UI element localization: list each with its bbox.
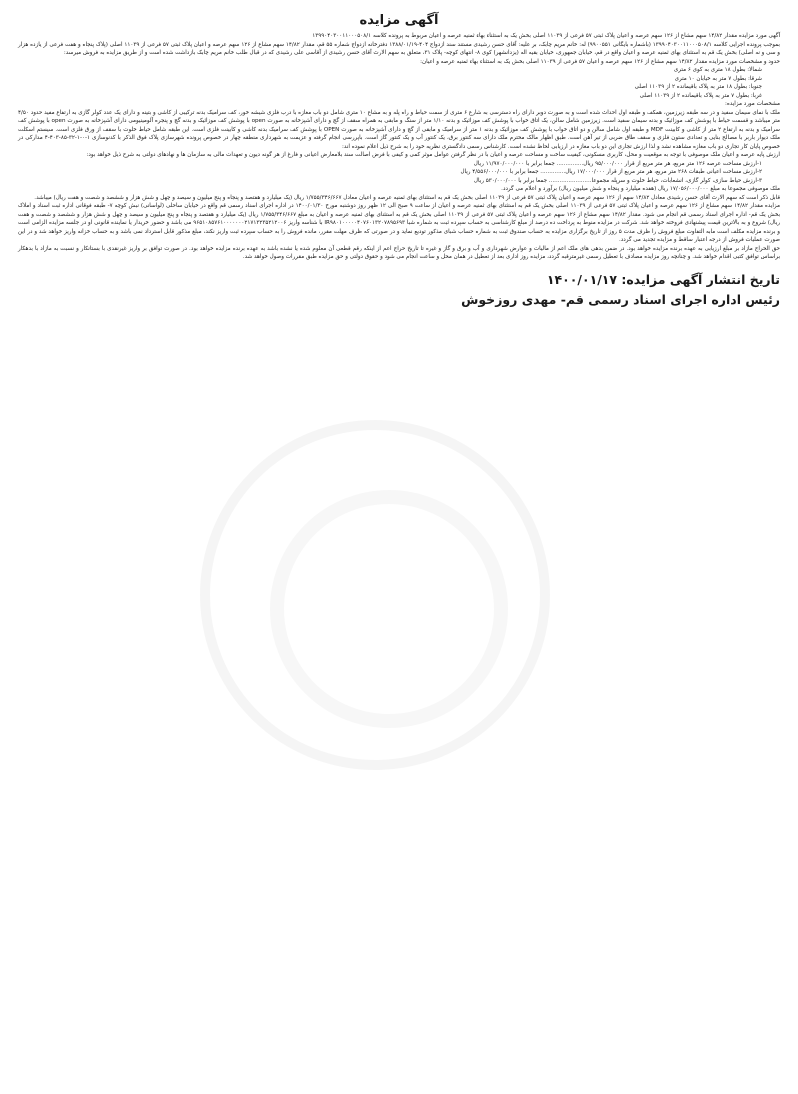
specs-heading: مشخصات مورد مزایده: — [725, 101, 780, 107]
bound-west: غربا: بطول ۷ متر به پلاک باقیمانده ۲ از ۱۱۰۳۹ اصلی — [639, 92, 762, 99]
auction-paragraph: مزایده مقدار ۱۴/۸۲ سهم مشاع از ۱۲۶ سهم عرصه و اعیان پلاک ثبتی ۵۷ فرعی از ۱۱۰۳۹ اصلی بخش یک قم به استثنای بهای ثمنیه عرصه و اعیان از ساعت ۹ صبح الی ۱۲ ظهر روز دوشنبه مورخ ۱۴۰۰/۰۱/۳۰ در اداره اجرای اسناد رسمی قم واقع در خیابان ساحلی (لواسانی) نبش کوچه ۷- طبقه فوقانی اداره ثبت اسناد و املاک بخش یک قم- اداره اجرای اسناد رسمی قم انجام می شود. مقدار ۱۴/۸۲ سهم مشاع از ۱۲۶ سهم عرصه و اعیان پلاک ثبتی ۵۷ فرعی از ۱۱۰۳۹ اصلی بخش یک قم به استثنای بهای ثمنیه عرصه و اعیان به مبلغ ۱/۷۵۵/۳۴۶/۶۶۷ ریال (یک میلیارد و هفتصد و پنجاه و پنج میلیون و سیصد و چهل و شش هزار و ششصد و شصت و هفت ریال) شروع و به بالاترین قیمت پیشنهادی فروخته خواهد شد. شرکت در مزایده منوط به پرداخت ده درصد از مبلغ کارشناسی به حساب سپرده ثبت به شماره شبا IR۹۸۰۱۰۰۰۰۰۴۰۷۶۰۱۳۲۰۷۸۹۵۶۹۳ با شناسه واریز ۹۶۵۱۰۸۵۷۶۱۰۰۰۰۰۰۰۲۱۷۱۳۲۳۵۲۱۲۰۰۶ می باشد و حضور خریدار یا نماینده قانونی او در جلسه مزایده الزامی است و برنده مزایده مکلف است مابه التفاوت مبلغ فروش را ظرف مدت ۵ روز از تاریخ برگزاری مزایده به حساب صندوق ثبت به شماره حساب شبای مذکور تودیع نماید و در صورتی که ظرف مهلت مقرر، مانده فروش را به حساب سپرده ثبت واریز نکند، مبلغ مذکور قابل استرداد نمی باشد و به حساب خزانه واریز خواهد شد و در این صورت عملیات فروش از درجه اعتبار ساقط و مزایده تجدید می گردد. — [18, 203, 781, 243]
signatory: رئیس اداره اجرای اسناد رسمی قم- مهدی روزخوش — [461, 291, 780, 307]
valuation-item-extras: ۳-ارزش حیاط سازی، کولر گازی، انشعابات، حیاط خلوت و سرپله مجموعا........................ جمعا برابر با ۵۳۰/۰۰۰/۰۰۰ ریال — [473, 177, 762, 184]
bound-north: شمالا: بطول ۱۸ متری به کوی ۶ متری — [673, 67, 762, 73]
case-paragraph: بموجب پرونده اجرایی کلاسه ۱۳۹۹۰۴۰۳۰۰۱۱۰۰۰۵۰۸/۱ (باشماره بایگانی ۹۹۰۰۵۵۱) له: خانم مریم چابک، بر علیه: آقای حسن رشیدی مستند سند ازدواج ۴۰۴-۱۳۸۸/۰۱/۱۹ دفترخانه ازدواج شماره ۵۵ قم، مقدار ۱۴/۸۲ سهم مشاع از ۱۲۶ سهم عرصه و اعیان پلاک ثبتی ۵۷ فرعی از ۱۱۰۳۹ اصلی (پلاک پنجاه و هفت فرعی از یازده هزار و سی و نه اصلی) بخش یک قم به استثنای بهای ثمنیه عرصه و اعیان واقع در قم، خیابان جمهوری، خیابان بقیه اله (یزدانشهر) کوی ۸- انتهای کوچه- پلاک ۳۱، متعلق به سهم الارث آقای حسن رشیدی از آقاسی علی رشیدی که در قبال طلب خانم مریم چابک بازداشت شده است و از طریق مزایده به فروش میرسد: — [18, 41, 780, 56]
watermark-seal — [200, 420, 550, 770]
share-paragraph: قابل ذکر است که سهم الارث آقای حسن رشیدی معادل ۱۴/۸۲ سهم از ۱۲۶ سهم عرصه و اعیان پلاک ثبتی ۵۷ فرعی از ۱۱۰۳۹ اصلی بخش یک قم به استثنای بهای ثمنیه عرصه و اعیان معادل ۱/۷۵۵/۳۴۶/۶۶۷ ریال (یک میلیارد و هفتصد و پنجاه و پنج میلیون و سیصد و چهل و شش هزار و ششصد و شصت و هفت ریال) میباشد. — [34, 194, 780, 201]
bound-south: جنوبا: بطول ۱۸ متر به پلاک باقیمانده ۲ از ۱۱۰۳۹ اصلی — [634, 84, 762, 90]
bound-east: شرقا: بطول ۷ متر به خیابان ۱۰ متری — [674, 75, 762, 82]
publish-date: تاریخ انتشار آگهی مزایده: ۱۴۰۰/۰۱/۱۷ — [546, 271, 780, 287]
signature-block — [18, 270, 780, 310]
valuation-total: ملک موصوفی مجموعا به مبلغ ۱۷/۰۵۶/۰۰۰/۰۰۰ ریال (هفده میلیارد و پنجاه و شش میلیون ریال) برآورد و اعلام می گردد. — [501, 186, 780, 192]
terms-paragraph: حق الحراج مازاد بر مبلغ ارزیابی به عهده برنده مزایده خواهد بود. در ضمن بدهی های ملک اعم از مالیات و عوارض شهرداری و آب و برق و گاز و غیره تا تاریخ حراج اعم از اینکه رقم قطعی آن معلوم شده یا نشده باشد به عهده برنده مزایده خواهد بود. در صورت توافق بر واریز غیرنقدی با بستانکار و نسبت به مازاد با بدهکار براساس توافق کتبی اقدام خواهد شد. و چنانچه روز مزایده مصادف با تعطیل رسمی غیرمترقبه گردد، مزایده روز اداری بعد از تعطیل در همان محل و ساعت انجام می شود و حقوق دولتی و حق مزایده طبق مقررات وصول خواهد شد. — [18, 245, 780, 260]
bounds-intro: حدود و مشخصات مورد مزایده مقدار ۱۴/۸۲ سهم مشاع از ۱۲۶ سهم عرصه و اعیان ۵۷ فرعی از ۱۱۰۳۹ اصلی بخش یک به استثناء بهاء ثمنیه عرصه و اعیان: — [420, 58, 780, 65]
notice-title: آگهی مزایده — [359, 13, 439, 28]
specs-paragraph: ملک با نمای سیمان سفید و در سه طبقه زیرزمین، همکف و طبقه اول احداث شده است و به صورت دوبر دارای راه دسترسی به شارع ۶ متری از سمت حیاط و راه پله و به مشاع ۱۰ متری شامل دو باب مغازه با درب فلزی شیشه خور، کف سرامیک بدنه ترکیبی از کاشی و بتینه و دارای یک عدد کولر گازی به ارتفاع مفید حدود ۴/۵۰ متر میباشد و قسمت حیاط با پوشش کف موزائیک و بدنه سیمان سفید است. زیرزمین شامل سالن، یک اتاق خواب با پوشش کف موزائیک و بدنه ۱/۱۰ متر از سنگ و مابقی به همراه سقف از گچ و دارای آشپزخانه به صورت open با پوشش کف موزائیک و بدنه گچ و پنجره آلومینیومی دارای آشپزخانه به صورت open با پوشش کف سرامیک و بدنه به ارتفاع ۲ متر از کاشی و کابینت MDF و طبقه اول شامل سالن و دو اتاق خواب با پوشش کف موزائیک و بدنه ۱ متر از سرامیک و مابقی از گچ و دارای آشپزخانه به صورت OPEN با پوشش کف سرامیک بدنه کاشی و کابینت فلزی است. این طبقه شامل حیاط خلوت با سقف از ورق فلزی است. سیستم اسکلت ملک دیوار باربر با مصالح بنایی و تعدادی ستون فلزی و سقف طاق ضربی از تیر آهن است. طبق اظهار مالک محترم ملک دارای سه کنتور برق، یک کنتور آب و یک کنتور گاز است. باپررسی انجام گرفته و عزیمت به شهرداری منطقه چهار در خصوص پرونده شهرسازی پلاک فوق الذکر با کدنوسازی ۱-۰-۱-۳۲-۸۵-۴۰۳-۴ مدارکی در خصوص پایان کار تجاری دو باب مغازه مشاهده نشد و لذا ارزش تجاری این دو باب مغازه در ارزیابی لحاظ نشده است. کارشناس رسمی دادگستری نظریه خود را به شرح ذیل اعلام نموده اند: — [18, 109, 780, 150]
valuation-list — [18, 160, 780, 194]
intro-paragraph: آگهی مورد مزایده مقدار ۱۴/۸۲ سهم مشاع از ۱۲۶ سهم عرصه و اعیان پلاک ثبتی ۵۷ فرعی از ۱۱۰۳۹ اصلی بخش یک به استثناء بهاء ثمنیه عرصه و اعیان مربوط به پرونده کلاسه ۱۳۹۹۰۴۰۳۰۰۱۱۰۰۰۵۰۸/۱ — [312, 33, 780, 39]
valuation-paragraph: ارزش پایه عرصه و اعیان ملک موصوفی با توجه به موقعیت و محل، کاربری مسکونی، کیفیت ساخت و مساحت عرصه و اعیان با در نظر گرفتن عوامل موثر کمی و کیفی با فرض اصالت سند بلامعارض اعیانی و فارغ از هر گونه دیون و تعهدات مالی به سازمان ها و نهادهای دولتی به شرح ذیل خواهد بود: — [86, 152, 780, 158]
valuation-item-building: ۲-ارزش مساحت اعیانی طبقات ۲۶۸ متر مربع، هر متر مربع از قرار ۱۷/۰۰۰/۰۰۰ ریال.............. جمعا برابر با ۴/۵۵۶/۰۰۰/۰۰۰ ریال — [460, 169, 762, 175]
valuation-item-land: ۱-ارزش مساحت عرصه ۱۲۶ متر مربع، هر متر مربع از قرار ۹۵/۰۰۰/۰۰۰ ریال............... جمعا برابر با ۱۱/۹۷۰/۰۰۰/۰۰۰ ریال — [473, 160, 762, 167]
bounds-list — [18, 66, 780, 100]
